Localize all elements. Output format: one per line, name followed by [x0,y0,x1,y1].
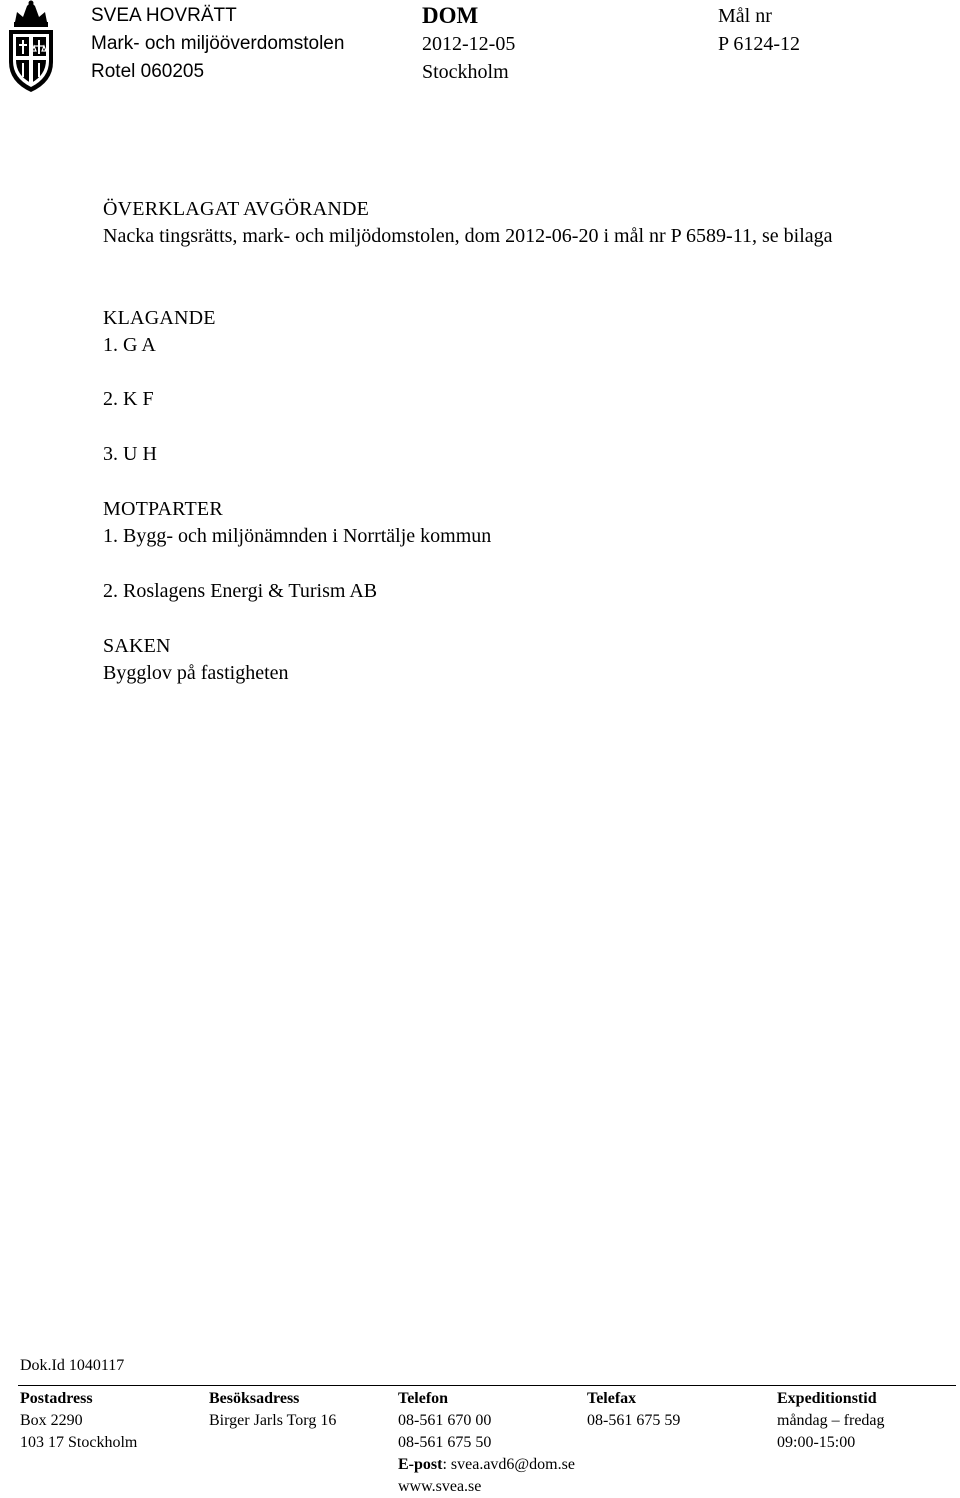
section-appellants [103,305,923,359]
section-heading: ÖVERKLAGAT AVGÖRANDE [103,198,370,220]
footer-heading: Postadress [20,1390,93,1407]
section-heading: SAKEN [103,635,171,657]
section-counterparties [103,496,923,550]
appellant-item: 2. K F [103,388,154,410]
document-type: DOM [422,3,479,28]
footer-line: 08-561 670 00 [398,1412,492,1429]
appealed-decision-text: Nacka tingsrätts, mark- och miljödomstolen, dom 2012-06-20 i mål nr P 6589-11, se bilaga [103,225,833,247]
document-place: Stockholm [422,61,509,83]
section-heading: MOTPARTER [103,498,223,520]
email-link[interactable]: : svea.avd6@dom.se [442,1456,575,1473]
document-header [422,2,515,86]
court-name: SVEA HOVRÄTT [91,5,237,26]
footer-heading: Telefax [587,1390,637,1407]
court-emblem-icon [3,0,59,94]
appellant-item: 3. U H [103,443,157,465]
case-header [718,2,800,58]
email-label: E-post [398,1456,443,1473]
section-matter [103,633,923,687]
days-to: fredag [843,1412,885,1429]
footer-line: Birger Jarls Torg 16 [209,1412,337,1429]
footer-hours: 09:00-15:00 [777,1434,856,1451]
section-heading: KLAGANDE [103,307,216,329]
footer-line: 08-561 675 59 [587,1412,681,1429]
court-header [91,2,344,86]
footer-line: 103 17 Stockholm [20,1434,138,1451]
footer-postadress [20,1388,137,1454]
footer-heading: Besöksadress [209,1390,300,1407]
counterparty-item: 2. Roslagens Energi & Turism AB [103,580,378,602]
case-number: P 6124-12 [718,33,801,55]
footer-line: Box 2290 [20,1412,83,1429]
appellant-item: 1. G A [103,334,156,356]
footer-expeditionstid [777,1388,885,1454]
section-appealed-decision [103,196,923,250]
court-division: Mark- och miljööverdomstolen [91,33,345,54]
document-id: Dok.Id 1040117 [20,1357,125,1374]
matter-text: Bygglov på fastigheten [103,662,289,684]
court-rotel: Rotel 060205 [91,61,205,82]
footer-line: 08-561 675 50 [398,1434,492,1451]
counterparty-item: 1. Bygg- och miljönämnden i Norrtälje kommun [103,525,492,547]
footer-besoksadress [209,1388,336,1432]
case-label: Mål nr [718,5,772,27]
footer-email [398,1454,575,1476]
footer-heading: Telefon [398,1390,449,1407]
days-from: måndag [777,1412,828,1429]
footer-heading: Expeditionstid [777,1390,877,1407]
footer-telefon [398,1388,575,1498]
document-date: 2012-12-05 [422,33,516,55]
footer-days: måndag – fredag [777,1412,885,1429]
footer-divider [18,1385,956,1386]
footer-telefax [587,1388,680,1432]
website-link[interactable]: www.svea.se [398,1478,482,1495]
